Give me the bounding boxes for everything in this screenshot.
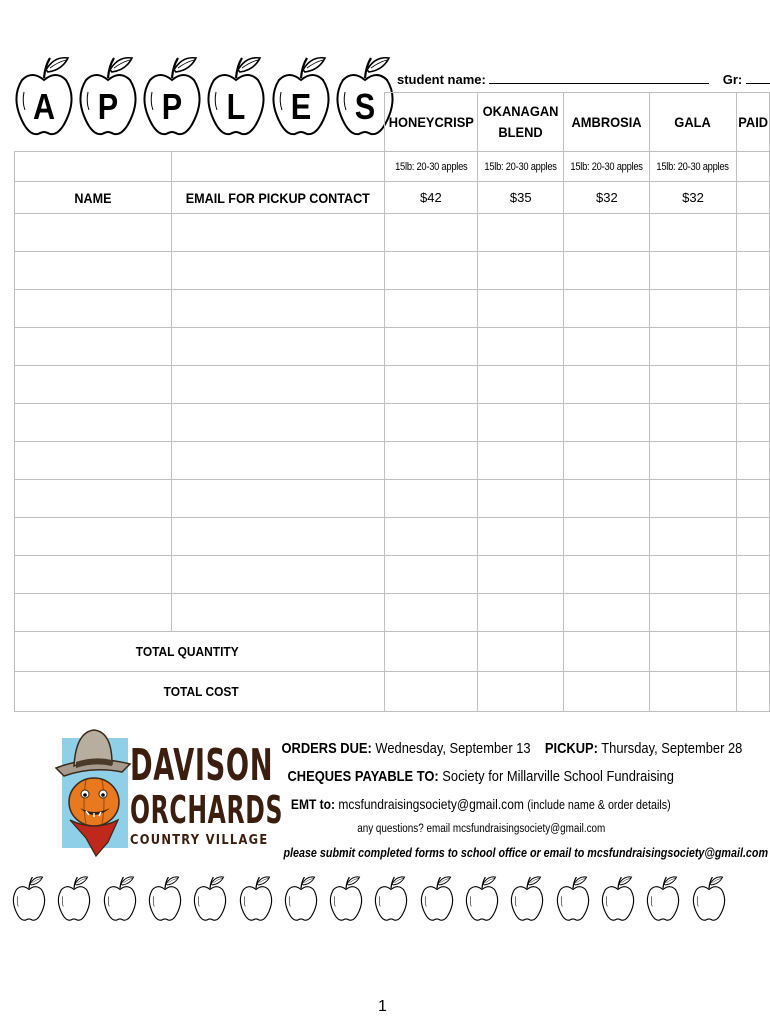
pickup-label: PICKUP: bbox=[544, 740, 598, 757]
quantity-cell[interactable] bbox=[564, 442, 650, 480]
apple-icon bbox=[12, 870, 46, 926]
dates-line bbox=[244, 740, 743, 757]
email-cell[interactable] bbox=[171, 518, 384, 556]
total-cell[interactable] bbox=[478, 672, 564, 712]
price-honeycrisp: $42 bbox=[384, 182, 478, 214]
total-cell[interactable] bbox=[736, 672, 769, 712]
quantity-cell[interactable] bbox=[650, 252, 736, 290]
title-letter: A bbox=[32, 86, 56, 127]
orders-due-label: ORDERS DUE: bbox=[281, 740, 372, 757]
name-column-header: NAME bbox=[15, 182, 172, 214]
order-table bbox=[14, 92, 770, 712]
logo-line-1: DAVISON bbox=[130, 740, 274, 791]
price-okanagan-blend: $35 bbox=[478, 182, 564, 214]
order-entry-row bbox=[15, 518, 770, 556]
total-cell[interactable] bbox=[384, 632, 478, 672]
logo-line-2: ORCHARDS bbox=[130, 788, 284, 832]
total-cost-row-label: TOTAL COST bbox=[29, 672, 369, 712]
name-cell[interactable] bbox=[15, 594, 172, 632]
variety-ambrosia: AMBROSIA bbox=[564, 93, 650, 152]
quantity-cell[interactable] bbox=[384, 442, 478, 480]
quantity-cell[interactable] bbox=[478, 442, 564, 480]
quantity-cell[interactable] bbox=[650, 328, 736, 366]
total-cost-row bbox=[15, 672, 770, 712]
quantity-cell[interactable] bbox=[478, 518, 564, 556]
title-letter: P bbox=[97, 86, 119, 127]
name-cell[interactable] bbox=[15, 404, 172, 442]
quantity-cell[interactable] bbox=[384, 252, 478, 290]
paid-cell[interactable] bbox=[736, 366, 769, 404]
quantity-cell[interactable] bbox=[384, 214, 478, 252]
total-cell[interactable] bbox=[650, 632, 736, 672]
apple-icon bbox=[556, 870, 590, 926]
quantity-cell[interactable] bbox=[564, 480, 650, 518]
paid-cell[interactable] bbox=[736, 252, 769, 290]
emt-note: (include name & order details) bbox=[527, 798, 671, 812]
name-cell[interactable] bbox=[15, 480, 172, 518]
email-column-header: EMAIL FOR PICKUP CONTACT bbox=[171, 182, 384, 214]
order-entry-row bbox=[15, 594, 770, 632]
paid-header: PAID bbox=[736, 93, 769, 152]
davison-orchards-logo bbox=[52, 724, 284, 860]
pumpkin-cowboy-icon bbox=[52, 724, 132, 860]
quantity-cell[interactable] bbox=[564, 594, 650, 632]
total-cell[interactable] bbox=[564, 672, 650, 712]
grade-field[interactable] bbox=[746, 72, 770, 84]
title-letter: E bbox=[290, 86, 312, 127]
quantity-cell[interactable] bbox=[650, 556, 736, 594]
email-cell[interactable] bbox=[171, 404, 384, 442]
quantity-cell[interactable] bbox=[564, 556, 650, 594]
student-info-line bbox=[397, 72, 749, 87]
quantity-cell[interactable] bbox=[564, 404, 650, 442]
weight-okanagan-blend: 15lb: 20-30 apples bbox=[478, 152, 564, 182]
weight-honeycrisp: 15lb: 20-30 apples bbox=[384, 152, 478, 182]
apple-icon bbox=[329, 870, 363, 926]
paid-cell[interactable] bbox=[736, 328, 769, 366]
email-cell[interactable] bbox=[171, 556, 384, 594]
paid-cell[interactable] bbox=[736, 214, 769, 252]
emt-label: EMT to: bbox=[291, 796, 336, 812]
title-letter: P bbox=[161, 86, 183, 127]
order-entry-row bbox=[15, 556, 770, 594]
name-cell[interactable] bbox=[15, 252, 172, 290]
quantity-cell[interactable] bbox=[478, 366, 564, 404]
quantity-cell[interactable] bbox=[384, 328, 478, 366]
name-cell[interactable] bbox=[15, 214, 172, 252]
quantity-cell[interactable] bbox=[650, 480, 736, 518]
quantity-cell[interactable] bbox=[478, 290, 564, 328]
apple-icon bbox=[374, 870, 408, 926]
weight-ambrosia: 15lb: 20-30 apples bbox=[564, 152, 650, 182]
variety-okanagan-blend: OKANAGAN BLEND bbox=[478, 93, 564, 152]
weight-gala: 15lb: 20-30 apples bbox=[650, 152, 736, 182]
apple-icon bbox=[103, 870, 137, 926]
paid-cell[interactable] bbox=[736, 480, 769, 518]
quantity-cell[interactable] bbox=[384, 366, 478, 404]
quantity-cell[interactable] bbox=[384, 556, 478, 594]
apple-icon bbox=[692, 870, 726, 926]
apple-icon bbox=[601, 870, 635, 926]
email-cell[interactable] bbox=[171, 214, 384, 252]
paid-cell[interactable] bbox=[736, 442, 769, 480]
paid-cell[interactable] bbox=[736, 518, 769, 556]
order-entry-row bbox=[15, 442, 770, 480]
title-letter: L bbox=[226, 86, 246, 127]
apple-icon bbox=[284, 870, 318, 926]
name-cell[interactable] bbox=[15, 442, 172, 480]
weight-row bbox=[15, 152, 770, 182]
apple-icon bbox=[148, 870, 182, 926]
apple-icon bbox=[510, 870, 544, 926]
total-cell[interactable] bbox=[478, 632, 564, 672]
email-cell[interactable] bbox=[171, 442, 384, 480]
apple-icon bbox=[646, 870, 680, 926]
column-header-row bbox=[15, 182, 770, 214]
quantity-cell[interactable] bbox=[478, 594, 564, 632]
quantity-cell[interactable] bbox=[478, 214, 564, 252]
order-entry-row bbox=[15, 290, 770, 328]
decorative-apple-row bbox=[12, 870, 732, 928]
email-cell[interactable] bbox=[171, 328, 384, 366]
price-ambrosia: $32 bbox=[564, 182, 650, 214]
name-cell[interactable] bbox=[15, 328, 172, 366]
paid-cell[interactable] bbox=[736, 594, 769, 632]
quantity-cell[interactable] bbox=[564, 214, 650, 252]
student-name-field[interactable] bbox=[489, 72, 709, 84]
emt-email: mcsfundraisingsociety@gmail.com bbox=[338, 796, 525, 812]
total-cell[interactable] bbox=[384, 672, 478, 712]
quantity-cell[interactable] bbox=[384, 594, 478, 632]
cheques-line bbox=[244, 768, 718, 785]
quantity-cell[interactable] bbox=[650, 404, 736, 442]
email-cell[interactable] bbox=[171, 594, 384, 632]
total-quantity-row bbox=[15, 632, 770, 672]
cheques-label: CHEQUES PAYABLE TO: bbox=[287, 768, 440, 785]
name-cell[interactable] bbox=[15, 518, 172, 556]
quantity-cell[interactable] bbox=[564, 366, 650, 404]
quantity-cell[interactable] bbox=[478, 252, 564, 290]
quantity-cell[interactable] bbox=[564, 518, 650, 556]
quantity-cell[interactable] bbox=[564, 252, 650, 290]
apple-icon bbox=[193, 870, 227, 926]
paid-cell[interactable] bbox=[736, 404, 769, 442]
total-cell[interactable] bbox=[564, 632, 650, 672]
price-gala: $32 bbox=[650, 182, 736, 214]
email-cell[interactable] bbox=[171, 252, 384, 290]
quantity-cell[interactable] bbox=[478, 556, 564, 594]
page-number: 1 bbox=[378, 998, 387, 1015]
apple-icon bbox=[465, 870, 499, 926]
pickup-value: Thursday, September 28 bbox=[601, 740, 743, 757]
variety-gala: GALA bbox=[650, 93, 736, 152]
variety-honeycrisp: HONEYCRISP bbox=[384, 93, 478, 152]
order-entry-row bbox=[15, 328, 770, 366]
order-entry-row bbox=[15, 214, 770, 252]
questions-line: any questions? email mcsfundraisingsociety@gmail.com bbox=[356, 823, 606, 835]
grade-label: Gr: bbox=[722, 72, 743, 87]
order-entry-row bbox=[15, 366, 770, 404]
quantity-cell[interactable] bbox=[384, 518, 478, 556]
total-quantity-row-label: TOTAL QUANTITY bbox=[29, 632, 369, 672]
quantity-cell[interactable] bbox=[650, 442, 736, 480]
quantity-cell[interactable] bbox=[384, 290, 478, 328]
apple-icon bbox=[57, 870, 91, 926]
quantity-cell[interactable] bbox=[564, 290, 650, 328]
quantity-cell[interactable] bbox=[650, 594, 736, 632]
email-cell[interactable] bbox=[171, 480, 384, 518]
quantity-cell[interactable] bbox=[384, 404, 478, 442]
apple-icon bbox=[420, 870, 454, 926]
name-cell[interactable] bbox=[15, 366, 172, 404]
quantity-cell[interactable] bbox=[650, 518, 736, 556]
total-cell[interactable] bbox=[650, 672, 736, 712]
orders-due-value: Wednesday, September 13 bbox=[375, 740, 531, 757]
title-letter: S bbox=[354, 86, 376, 127]
apple-icon bbox=[239, 870, 273, 926]
order-entry-row bbox=[15, 480, 770, 518]
paid-cell[interactable] bbox=[736, 556, 769, 594]
cheques-value: Society for Millarville School Fundraising bbox=[442, 768, 675, 785]
variety-header-row bbox=[15, 93, 770, 152]
quantity-cell[interactable] bbox=[384, 480, 478, 518]
quantity-cell[interactable] bbox=[478, 480, 564, 518]
student-name-label: student name: bbox=[397, 72, 486, 87]
name-cell[interactable] bbox=[15, 290, 172, 328]
email-cell[interactable] bbox=[171, 366, 384, 404]
quantity-cell[interactable] bbox=[650, 366, 736, 404]
email-cell[interactable] bbox=[171, 290, 384, 328]
emt-line bbox=[244, 796, 718, 812]
quantity-cell[interactable] bbox=[478, 404, 564, 442]
order-entry-row bbox=[15, 404, 770, 442]
name-cell[interactable] bbox=[15, 556, 172, 594]
logo-line-3: COUNTRY VILLAGE bbox=[130, 832, 269, 848]
quantity-cell[interactable] bbox=[564, 328, 650, 366]
quantity-cell[interactable] bbox=[650, 214, 736, 252]
total-cell[interactable] bbox=[736, 632, 769, 672]
submit-instructions: please submit completed forms to school office or email to mcsfundraisingsociety@gmail.com bbox=[283, 846, 769, 860]
paid-cell[interactable] bbox=[736, 290, 769, 328]
order-entry-row bbox=[15, 252, 770, 290]
quantity-cell[interactable] bbox=[478, 328, 564, 366]
quantity-cell[interactable] bbox=[650, 290, 736, 328]
